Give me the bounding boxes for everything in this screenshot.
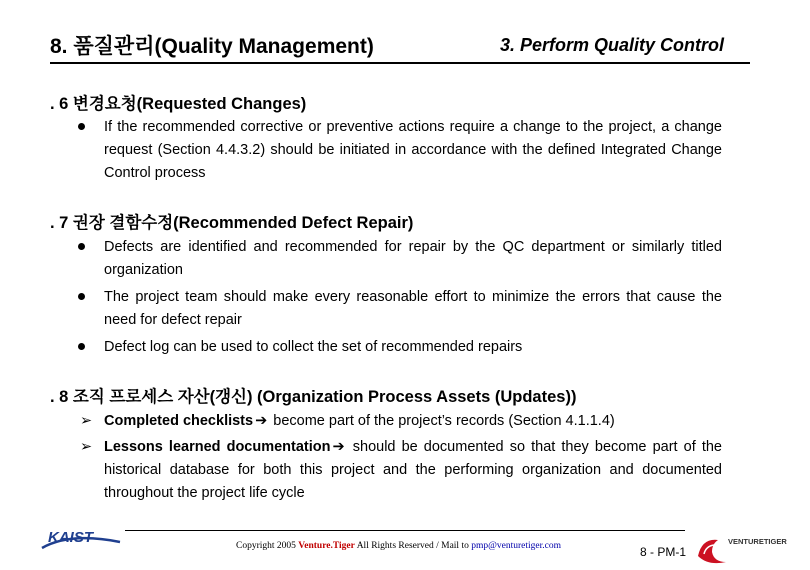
kaist-logo bbox=[40, 528, 122, 550]
bullet-text: If the recommended corrective or preventive actions require a change to the project, a change request (Section 4.4.3.2) should be initiated in accordance with the defined Integrated Change Control process bbox=[104, 119, 722, 181]
bullet-dot-icon bbox=[78, 343, 85, 350]
bullet-text: Defects are identified and recommended for repair by the QC department or similarly titled organization bbox=[104, 239, 722, 278]
item-term: Completed checklists bbox=[104, 413, 254, 429]
bullet-text: The project team should make every reasonable effort to minimize the errors that cause the need for defect repair bbox=[104, 289, 722, 328]
arrowhead-bullet-icon: ➢ bbox=[80, 439, 93, 455]
arrow-list-org-process-assets bbox=[80, 410, 722, 508]
item-term: Lessons learned documentation bbox=[104, 439, 331, 455]
list-item bbox=[80, 410, 722, 433]
bullet-dot-icon bbox=[78, 123, 85, 130]
venturetiger-logo bbox=[692, 532, 802, 566]
bullet-list-defect-repair bbox=[78, 236, 722, 363]
heading-requested-changes: . 6 변경요청(Requested Changes) bbox=[50, 95, 307, 113]
list-item bbox=[78, 286, 722, 332]
right-arrow-icon: ➔ bbox=[255, 413, 268, 429]
page-number: 8 - PM-1 bbox=[640, 545, 687, 559]
section-title: 3. Perform Quality Control bbox=[500, 35, 725, 55]
svg-text:VENTURETIGER: VENTURETIGER bbox=[728, 537, 787, 546]
mail-link[interactable]: pmp@venturetiger.com bbox=[471, 541, 561, 551]
list-item bbox=[78, 336, 722, 359]
bullet-dot-icon bbox=[78, 293, 85, 300]
heading-org-process-assets: . 8 조직 프로세스 자산(갱신) (Organization Process Assets (Updates)) bbox=[50, 388, 577, 406]
title-divider bbox=[50, 62, 750, 64]
copyright-notice: Copyright 2005 Venture.Tiger All Rights Reserved / Mail to pmp@venturetiger.com bbox=[236, 541, 561, 551]
footer-divider bbox=[125, 530, 685, 531]
bullet-list-requested-changes bbox=[78, 116, 722, 189]
svg-text:KAIST: KAIST bbox=[48, 529, 93, 546]
slide-title: 8. 품질관리(Quality Management) bbox=[50, 35, 374, 58]
list-item bbox=[78, 236, 722, 282]
item-text: become part of the project’s records (Section 4.1.1.4) bbox=[269, 413, 615, 429]
bullet-dot-icon bbox=[78, 243, 85, 250]
right-arrow-icon: ➔ bbox=[332, 439, 345, 455]
heading-defect-repair: . 7 권장 결함수정(Recommended Defect Repair) bbox=[50, 214, 414, 232]
list-item bbox=[80, 436, 722, 505]
bullet-text: Defect log can be used to collect the set of recommended repairs bbox=[104, 339, 523, 355]
arrowhead-bullet-icon: ➢ bbox=[80, 413, 93, 429]
item-text: should be documented so that they become part of the historical database for both this project and the performing organization and documented throughout the project life cycle bbox=[104, 439, 722, 501]
list-item bbox=[78, 116, 722, 185]
